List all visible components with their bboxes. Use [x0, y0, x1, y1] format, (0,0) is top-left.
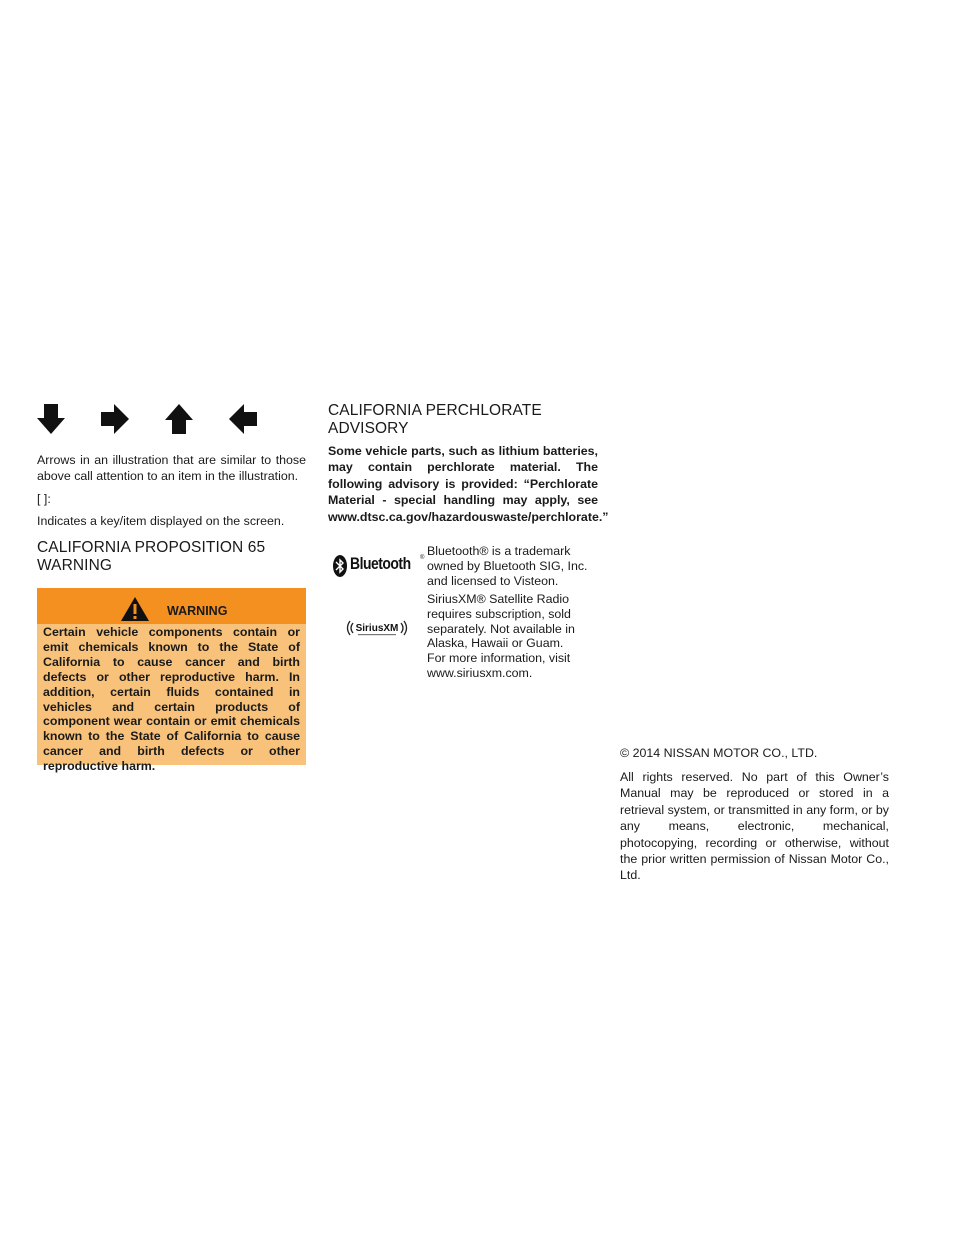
warning-box — [37, 588, 306, 774]
siriusxm-notice-line: requires subscription, sold — [427, 606, 571, 621]
registered-mark-icon: ® — [420, 555, 425, 561]
copyright-notice: © 2014 NISSAN MOTOR CO., LTD. — [620, 746, 818, 760]
warning-text: Certain vehicle components contain or emit chemicals known to the State of California to cause cancer and birth defects or other reproductive harm. In addition, certain fluids contained in vehicles and certain products of component wear contain or emit chemicals known to the State of California to cause cancer and birth defects or other reproductive harm. — [43, 625, 300, 774]
perchlorate-advisory-text: Some vehicle parts, such as lithium batteries, may contain perchlorate material. The following advisory is provided: “Perchlorate Material - special handling may apply, see www.dtsc.ca.gov/hazardouswaste/perchlorate.” — [328, 444, 609, 524]
perchlorate-heading-line1: CALIFORNIA PERCHLORATE — [328, 402, 542, 419]
bracket-description: Indicates a key/item displayed on the screen. — [37, 514, 285, 528]
rights-reserved-text: All rights reserved. No part of this Owner’s Manual may be reproduced or stored in a retrieval system, or transmitted in any form, or by any means, electronic, mechanical, photocopying, recording or otherwise, without the prior written permission of Nissan Motor Co., Ltd. — [620, 770, 889, 883]
prop65-heading-line2: WARNING — [37, 557, 113, 574]
siriusxm-notice-line: SiriusXM® Satellite Radio — [427, 592, 570, 606]
arrow-right-icon — [101, 404, 129, 434]
bluetooth-notice-line: Bluetooth® is a trademark — [427, 544, 571, 558]
bluetooth-notice-line: and licensed to Visteon. — [427, 573, 559, 588]
siriusxm-notice-line: separately. Not available in — [427, 621, 575, 636]
prop65-heading — [37, 539, 265, 575]
bluetooth-logo-text: Bluetooth — [350, 554, 411, 573]
siriusxm-logo — [344, 617, 410, 639]
warning-header — [37, 588, 306, 624]
siriusxm-notice-line: For more information, visit — [427, 651, 571, 666]
bluetooth-notice — [427, 544, 588, 588]
siriusxm-notice-line: Alaska, Hawaii or Guam. — [427, 636, 564, 651]
prop65-heading-line1: CALIFORNIA PROPOSITION 65 — [37, 539, 266, 556]
bluetooth-notice-line: owned by Bluetooth SIG, Inc. — [427, 558, 588, 573]
arrows-description: Arrows in an illustration that are similar to those above call attention to an item in the illustration. — [37, 453, 306, 483]
bluetooth-icon — [333, 555, 347, 577]
bracket-symbol: [ ]: — [37, 492, 51, 506]
arrow-left-icon — [229, 404, 257, 434]
perchlorate-heading-line2: ADVISORY — [328, 420, 409, 437]
arrow-up-icon — [165, 404, 193, 434]
warning-triangle-icon — [120, 596, 150, 622]
perchlorate-heading — [328, 402, 542, 438]
illustration-arrows — [37, 404, 267, 436]
warning-label: WARNING — [167, 604, 228, 618]
arrow-down-icon — [37, 404, 65, 434]
siriusxm-notice — [427, 592, 575, 681]
siriusxm-logo-text: SiriusXM — [355, 623, 399, 634]
siriusxm-notice-line: www.siriusxm.com. — [427, 665, 533, 680]
bluetooth-logo — [333, 553, 425, 579]
